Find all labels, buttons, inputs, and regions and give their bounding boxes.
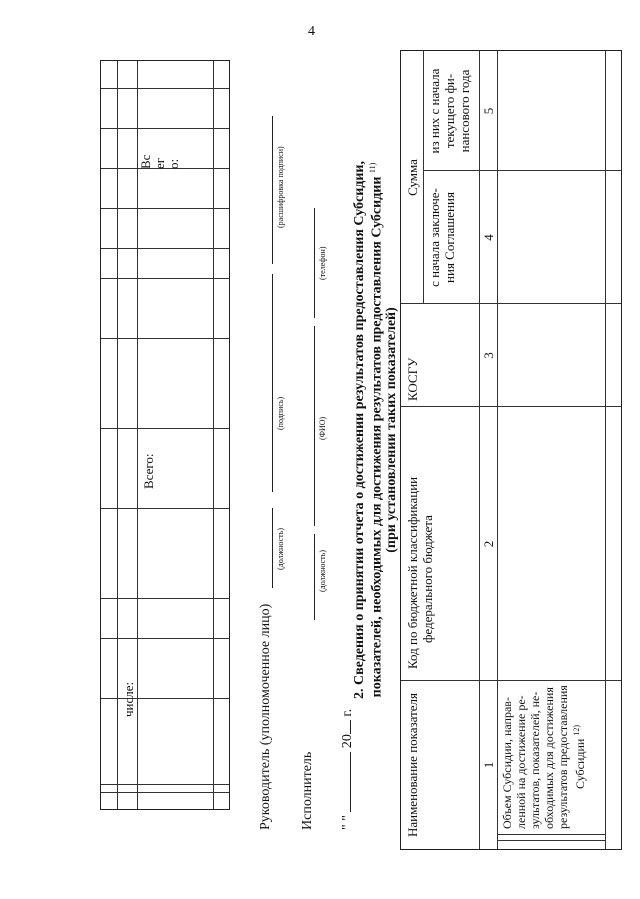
caption-signature-decoding: (расшифровка подписи) bbox=[276, 146, 285, 228]
head-decoding-line bbox=[272, 116, 273, 264]
section2-heading-line2: показателей, необходимых для достижения результатов предоставления Субсидии $^{11)}$ bbox=[368, 162, 385, 698]
caption-position: (должность) bbox=[276, 528, 285, 570]
executor-position-line bbox=[314, 534, 315, 620]
caption-phone: (телефон) bbox=[318, 246, 327, 280]
executor-label: Исполнитель bbox=[300, 751, 315, 830]
rotated-page-content bbox=[100, 50, 630, 850]
executor-phone-line bbox=[314, 208, 315, 318]
head-signature-line bbox=[272, 274, 273, 492]
caption-fio: (ФИО) bbox=[318, 416, 327, 440]
section2-footnote: 11) bbox=[368, 162, 377, 174]
results-table bbox=[400, 50, 622, 850]
col-number-5: 5 bbox=[481, 107, 496, 115]
section2-heading-line1: 2. Сведения о принятии отчета о достижении результатов предоставления Субсидии, bbox=[352, 161, 367, 699]
total-label: Всего: bbox=[141, 453, 156, 489]
caption-signature: (подпись) bbox=[276, 396, 285, 430]
col-number-1: 1 bbox=[481, 761, 496, 769]
row1-name: Объем Субсидии, направ- ленной на достижение ре- зультатов, показателей, не- обходимых для достижения результатов предоставления Субсидии $^{12)}$ bbox=[500, 685, 587, 829]
executor-fio-line bbox=[314, 326, 315, 526]
section2-heading-line3: (при установлении таких показателей) bbox=[384, 307, 399, 553]
col-code-header: Код по бюджетной классификации федерального бюджета bbox=[405, 476, 435, 669]
top-table bbox=[100, 60, 230, 810]
col-from-year-header: из них с начала текущего фи- нансового года bbox=[427, 68, 472, 154]
total-short-label: Вс ег о: bbox=[138, 154, 181, 169]
sum-header: Сумма bbox=[405, 159, 420, 196]
col-number-3: 3 bbox=[481, 352, 496, 359]
row1-footnote: 12) bbox=[572, 724, 581, 736]
page-number: 4 bbox=[308, 24, 315, 39]
col-from-agreement-header: с начала заключе- ния Соглашения bbox=[427, 188, 457, 287]
date-line: " " 20 г. bbox=[340, 708, 355, 830]
row-label-in-number: числе: bbox=[121, 681, 136, 717]
col-kosgu-header: КОСГУ bbox=[405, 357, 420, 401]
head-label: Руководитель (уполномоченное лицо) bbox=[258, 603, 273, 830]
col-number-4: 4 bbox=[481, 234, 496, 241]
head-position-line bbox=[272, 508, 273, 588]
col-number-2: 2 bbox=[481, 540, 496, 548]
col-name-header: Наименование показателя bbox=[405, 692, 420, 838]
caption-executor-position: (должность) bbox=[318, 550, 327, 592]
